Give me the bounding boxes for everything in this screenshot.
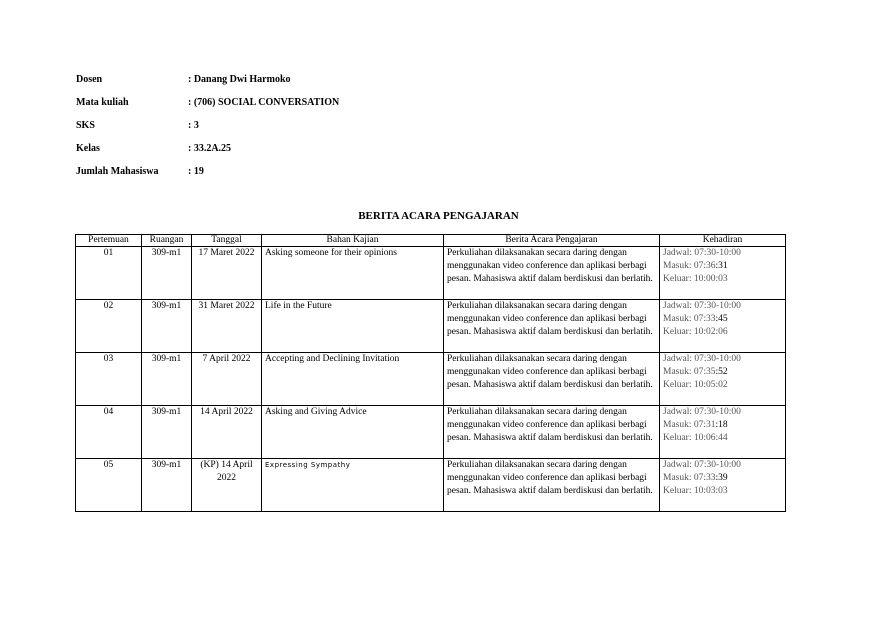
table-row — [76, 459, 786, 512]
header-kehadiran: Kehadiran — [660, 235, 786, 247]
jadwal-text: Jadwal: 07:30-10:00 — [663, 354, 741, 364]
cell-tanggal: (KP) 14 April 2022 — [192, 459, 262, 512]
table-row — [76, 353, 786, 406]
cell-pertemuan: 03 — [76, 353, 142, 406]
cell-ruangan: 309-m1 — [142, 353, 192, 406]
cell-ruangan: 309-m1 — [142, 459, 192, 512]
cell-tanggal: 14 April 2022 — [192, 406, 262, 459]
masuk-seconds: :45 — [715, 314, 728, 324]
cell-berita: Perkuliahan dilaksanakan secara daring dengan menggunakan video conference dan aplikasi berbagi pesan. Mahasiswa aktif dalam berdiskusi dan berlatih. — [444, 300, 660, 353]
cell-ruangan: 309-m1 — [142, 247, 192, 300]
cell-bahan: Expressing Sympathy — [262, 459, 444, 512]
header-pertemuan: Pertemuan — [76, 235, 142, 247]
masuk-text — [663, 419, 782, 432]
masuk-seconds: :18 — [715, 420, 728, 430]
keluar-text: Keluar: 10:00:03 — [663, 274, 728, 284]
keluar-text: Keluar: 10:05:02 — [663, 380, 728, 390]
masuk-seconds: :52 — [715, 367, 728, 377]
header-tanggal: Tanggal — [192, 235, 262, 247]
cell-pertemuan: 02 — [76, 300, 142, 353]
cell-berita: Perkuliahan dilaksanakan secara daring dengan menggunakan video conference dan aplikasi berbagi pesan. Mahasiswa aktif dalam berdiskusi dan berlatih. — [444, 353, 660, 406]
cell-pertemuan: 04 — [76, 406, 142, 459]
info-value: : (706) SOCIAL CONVERSATION — [188, 97, 340, 108]
jadwal-text: Jadwal: 07:30-10:00 — [663, 301, 741, 311]
masuk-text — [663, 472, 782, 485]
masuk-text — [663, 313, 782, 326]
cell-tanggal: 31 Maret 2022 — [192, 300, 262, 353]
jadwal-text: Jadwal: 07:30-10:00 — [663, 460, 741, 470]
jadwal-text: Jadwal: 07:30-10:00 — [663, 248, 741, 258]
masuk-text — [663, 366, 782, 379]
cell-ruangan: 309-m1 — [142, 406, 192, 459]
info-value: : 3 — [188, 120, 199, 131]
cell-bahan: Accepting and Declining Invitation — [262, 353, 444, 406]
cell-bahan: Life in the Future — [262, 300, 444, 353]
info-value: : 33.2A.25 — [188, 143, 232, 154]
table-row — [76, 247, 786, 300]
table-row — [76, 406, 786, 459]
cell-ruangan: 309-m1 — [142, 300, 192, 353]
cell-bahan: Asking and Giving Advice — [262, 406, 444, 459]
masuk-prefix: Masuk: 07:36 — [663, 261, 716, 271]
header-bahan-kajian: Bahan Kajian — [262, 235, 444, 247]
info-label: Kelas — [76, 143, 100, 154]
cell-bahan: Asking someone for their opinions — [262, 247, 444, 300]
keluar-text: Keluar: 10:02:06 — [663, 327, 728, 337]
jadwal-text: Jadwal: 07:30-10:00 — [663, 407, 741, 417]
header-berita-acara: Berita Acara Pengajaran — [444, 235, 660, 247]
info-label: SKS — [76, 120, 95, 131]
cell-tanggal: 7 April 2022 — [192, 353, 262, 406]
info-value: : Danang Dwi Harmoko — [188, 74, 291, 85]
masuk-text — [663, 260, 782, 273]
cell-kehadiran — [660, 247, 786, 300]
info-value: : 19 — [188, 166, 204, 177]
cell-kehadiran — [660, 459, 786, 512]
keluar-text: Keluar: 10:06:44 — [663, 433, 728, 443]
table-row — [76, 300, 786, 353]
attendance-table — [75, 234, 786, 512]
info-label: Mata kuliah — [76, 97, 129, 108]
cell-tanggal: 17 Maret 2022 — [192, 247, 262, 300]
masuk-seconds: :39 — [715, 473, 728, 483]
cell-berita: Perkuliahan dilaksanakan secara daring dengan menggunakan video conference dan aplikasi berbagi pesan. Mahasiswa aktif dalam berdiskusi dan berlatih. — [444, 459, 660, 512]
info-label: Dosen — [76, 74, 103, 85]
page-title: BERITA ACARA PENGAJARAN — [358, 210, 519, 222]
masuk-prefix: Masuk: 07:31 — [663, 420, 716, 430]
masuk-seconds: :31 — [715, 261, 728, 271]
table-header-row — [76, 235, 786, 247]
cell-kehadiran — [660, 300, 786, 353]
masuk-prefix: Masuk: 07:35 — [663, 367, 716, 377]
cell-kehadiran — [660, 406, 786, 459]
cell-berita: Perkuliahan dilaksanakan secara daring dengan menggunakan video conference dan aplikasi berbagi pesan. Mahasiswa aktif dalam berdiskusi dan berlatih. — [444, 406, 660, 459]
keluar-text: Keluar: 10:03:03 — [663, 486, 728, 496]
masuk-prefix: Masuk: 07:33 — [663, 473, 716, 483]
cell-pertemuan: 05 — [76, 459, 142, 512]
header-ruangan: Ruangan — [142, 235, 192, 247]
cell-pertemuan: 01 — [76, 247, 142, 300]
info-label: Jumlah Mahasiswa — [76, 166, 159, 177]
cell-berita: Perkuliahan dilaksanakan secara daring dengan menggunakan video conference dan aplikasi berbagi pesan. Mahasiswa aktif dalam berdiskusi dan berlatih. — [444, 247, 660, 300]
cell-kehadiran — [660, 353, 786, 406]
masuk-prefix: Masuk: 07:33 — [663, 314, 716, 324]
